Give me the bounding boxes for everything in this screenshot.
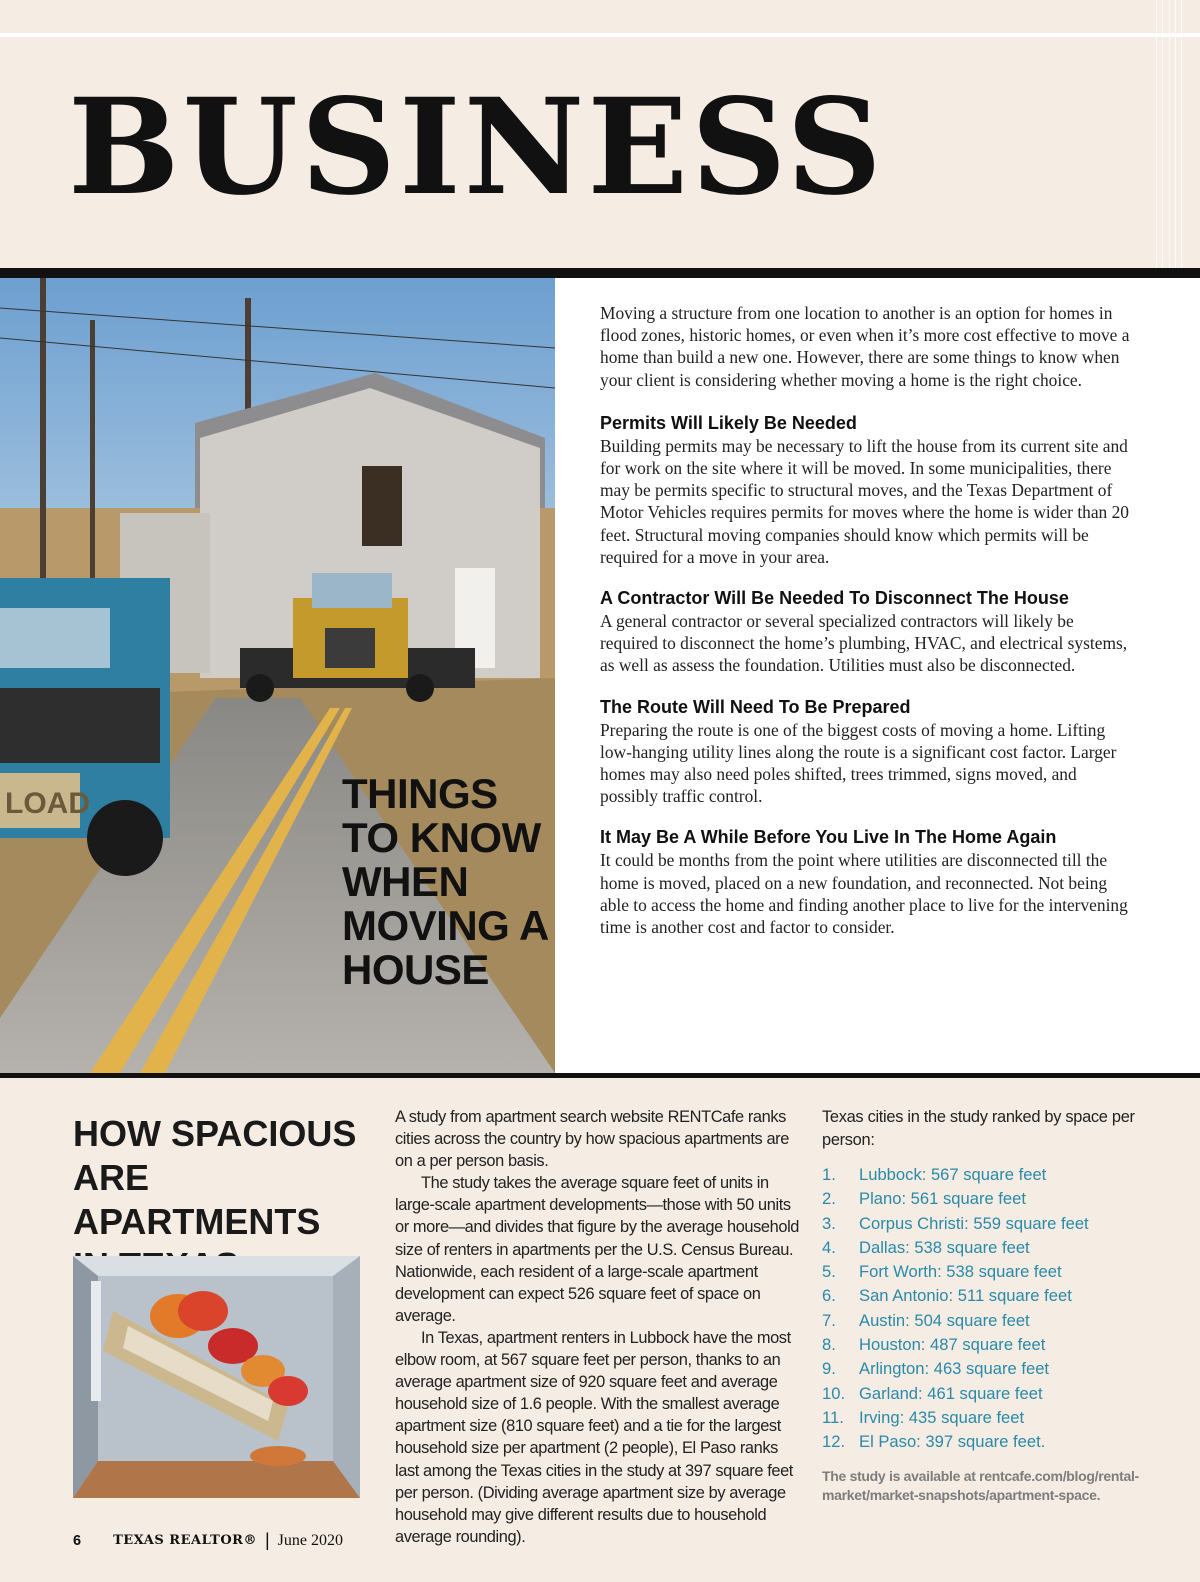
section-body: It could be months from the point where utilities are disconnected till the home is moved, placed on a new foundation, and reconnected. Not being able to access the home and finding another place to live for the intervening time is another cost and factor to consider. <box>600 850 1128 938</box>
ranking-item <box>822 1430 1152 1454</box>
ranking-number: 8. <box>822 1335 836 1355</box>
ranking-number: 2. <box>822 1189 836 1209</box>
ranking-number: 5. <box>822 1262 836 1282</box>
source-note: The study is available at rentcafe.com/blog/rental-market/market-snapshots/apartment-space. <box>822 1467 1139 1503</box>
ranking-text: El Paso: 397 square feet. <box>859 1432 1046 1452</box>
page-number: 6 <box>73 1532 82 1549</box>
ranking-text: Lubbock: 567 square feet <box>859 1165 1047 1184</box>
feature-section <box>0 278 1200 1073</box>
feature-heading: THINGS TO KNOW WHEN MOVING A HOUSE <box>342 770 548 993</box>
ranking-item <box>822 1260 1152 1284</box>
ranking-number: 11. <box>822 1407 844 1427</box>
ranking-number: 12. <box>822 1432 846 1452</box>
ranking-item <box>822 1309 1152 1333</box>
ranking-item <box>822 1284 1152 1308</box>
issue-date: June 2020 <box>277 1531 343 1549</box>
page-footer <box>73 1530 343 1551</box>
ranking-item <box>822 1382 1152 1406</box>
article-section <box>600 411 1130 568</box>
section-title: BUSINESS <box>68 70 885 225</box>
study-text <box>395 1106 803 1548</box>
section-heading: The Route Will Need To Be Prepared <box>600 696 911 717</box>
ranking-item <box>822 1187 1152 1211</box>
section-heading: Permits Will Likely Be Needed <box>600 412 857 433</box>
ranking-text: Fort Worth: 538 square feet <box>859 1262 1062 1282</box>
ranking-list <box>822 1163 1152 1455</box>
ranking-text: San Antonio: 511 square feet <box>859 1286 1072 1306</box>
top-rule <box>0 33 1200 37</box>
section-heading: A Contractor Will Be Needed To Disconnect The House <box>600 588 1069 609</box>
ranking-item <box>822 1236 1152 1260</box>
ranking-item <box>822 1212 1152 1236</box>
ranking-text: Arlington: 463 square feet <box>859 1359 1050 1379</box>
section-body: Building permits may be necessary to lift the house from its current site and for work on the site where it will be moved. In some municipalities, there may be permits specific to structural moves, and the Texas Department of Motor Vehicles requires permits for moves where the home is wider than 20 feet. Structural moving companies should know which permits will be required for a move in your area. <box>600 435 1129 567</box>
ranking-text: Garland: 461 square feet <box>859 1383 1043 1403</box>
truck-sign: LOAD <box>5 787 90 820</box>
study-paragraph: In Texas, apartment renters in Lubbock have the most elbow room, at 567 square feet per person, thanks to an average apartment size of 920 square feet and average household size of 1.6 people. With the smallest average apartment size (810 square feet) and a tie for the largest household size per apartment (2 people), El Paso ranks last among the Texas cities in the study at 397 square feet per person. (Dividing average apartment size by average household may give different results due to household average rounding). <box>395 1328 793 1546</box>
section-heading: It May Be A While Before You Live In The Home Again <box>600 827 1057 848</box>
header-stripes <box>1140 0 1200 268</box>
ranking-text: Austin: 504 square feet <box>859 1310 1030 1330</box>
ranking-item <box>822 1357 1152 1381</box>
magazine-name: TEXAS REALTOR® <box>113 1533 257 1548</box>
ranking-number: 3. <box>822 1213 836 1233</box>
ranking-column <box>822 1106 1152 1505</box>
ranking-text: Corpus Christi: 559 square feet <box>859 1213 1089 1233</box>
ranking-text: Plano: 561 square feet <box>859 1189 1026 1209</box>
section-body: Preparing the route is one of the biggest costs of moving a home. Lifting low-hanging utility lines along the route is a significant cost factor. Larger homes may also need poles shifted, trees trimmed, signs moved, and possibly traffic control. <box>600 719 1117 807</box>
ranking-item <box>822 1406 1152 1430</box>
section-body: A general contractor or several specialized contractors will likely be required to disconnect the home’s plumbing, HVAC, and electrical systems, as well as assess the foundation. Utilities must also be disconnected. <box>600 611 1128 676</box>
ranking-number: 9. <box>822 1359 836 1379</box>
ranking-number: 6. <box>822 1286 836 1306</box>
ranking-text: Houston: 487 square feet <box>859 1335 1046 1355</box>
ranking-item <box>822 1163 1152 1187</box>
ranking-item <box>822 1333 1152 1357</box>
tilted-couch-room-image <box>73 1256 360 1498</box>
article-section <box>600 695 1130 808</box>
apartments-heading: HOW SPACIOUS ARE APARTMENTS <box>73 1113 357 1242</box>
article-body <box>600 302 1130 956</box>
ranking-intro: Texas cities in the study ranked by space per person: <box>822 1108 1135 1149</box>
footer-separator: | <box>264 1530 270 1550</box>
study-paragraph: The study takes the average square feet of units in large-scale apartment developments—those with 50 units or more—and divides that figure by the average household size of renters in apartments per the U.S. Census Bureau. Nationwide, each resident of a large-scale apartment development can expect 526 square feet of space on average. <box>395 1174 800 1325</box>
article-intro: Moving a structure from one location to another is an option for homes in flood zones, historic homes, or even when it’s more cost effective to move a home than build a new one. However, there are some things to know when your client is considering whether moving a home is the right choice. <box>600 303 1130 390</box>
study-paragraph: A study from apartment search website RENTCafe ranks cities across the country by how spacious apartments are on a per person basis. <box>395 1108 789 1171</box>
article-section <box>600 825 1130 938</box>
apartments-section <box>0 1078 1200 1582</box>
ranking-text: Dallas: 538 square feet <box>859 1237 1030 1257</box>
ranking-number: 10. <box>822 1383 846 1403</box>
ranking-number: 4. <box>822 1237 836 1257</box>
ranking-number: 1. <box>822 1165 836 1184</box>
article-section <box>600 586 1130 677</box>
divider-band-top <box>0 268 1200 278</box>
ranking-text: Irving: 435 square feet <box>859 1407 1025 1427</box>
ranking-number: 7. <box>822 1310 836 1330</box>
